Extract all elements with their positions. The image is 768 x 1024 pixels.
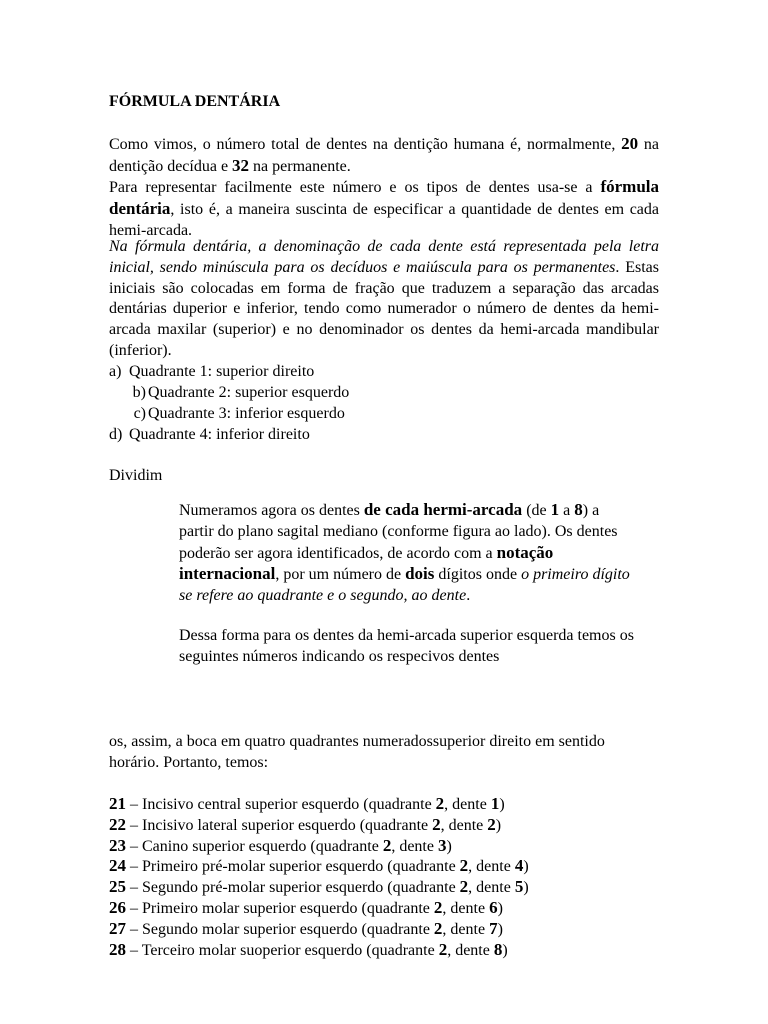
text-run: , dente xyxy=(468,879,515,897)
text-run: Para representar facilmente este número e os tipos de dentes usa-se a xyxy=(109,179,601,196)
text-run: ) xyxy=(497,899,503,917)
tooth-index: 2 xyxy=(487,814,496,834)
teeth-list xyxy=(109,794,529,960)
tooth-index: 6 xyxy=(489,897,498,917)
paragraph-quadrants: os, assim, a boca em quatro quadrantes numeradossuperior direito em sentido horário. Portanto, temos: xyxy=(109,733,605,771)
tooth-item xyxy=(109,794,529,815)
list-marker: c) xyxy=(133,405,146,422)
text-run: – Incisivo lateral superior esquerdo (quadrante xyxy=(126,816,433,834)
term-formula: fórmula dentária xyxy=(109,177,659,218)
tooth-index: 3 xyxy=(437,835,447,855)
list-item xyxy=(109,425,310,446)
list-item xyxy=(109,362,314,383)
tooth-index: 7 xyxy=(489,918,498,938)
tooth-item xyxy=(109,836,529,857)
quadrant-number: 2 xyxy=(459,877,469,897)
tooth-number: 27 xyxy=(109,918,126,938)
text-run: . xyxy=(466,587,471,605)
text-run: Como vimos, o número total de dentes na dentição humana é, normalmente, xyxy=(109,136,622,153)
list-item-text: Quadrante 1: superior direito xyxy=(129,363,315,380)
count-permanent: 32 xyxy=(232,155,250,175)
paragraph-intro xyxy=(109,134,659,178)
list-item xyxy=(128,383,349,404)
tooth-number: 28 xyxy=(109,939,126,959)
text-run: , por um número de xyxy=(275,566,406,584)
text-run: , isto é, a maneira suscinta de especificar a quantidade de dentes em cada hemi-arcada. xyxy=(109,200,659,239)
text-run: ) xyxy=(497,920,503,938)
tooth-item xyxy=(109,898,529,919)
text-run: – Primeiro molar superior esquerdo (quadrante xyxy=(126,899,434,917)
page-title: FÓRMULA DENTÁRIA xyxy=(109,93,281,110)
text-run: dígitos onde xyxy=(434,566,522,584)
text-run: , dente xyxy=(391,837,438,855)
list-marker: a) xyxy=(109,363,122,380)
paragraph-formula xyxy=(109,177,659,241)
bold-phrase: dois xyxy=(405,564,435,584)
tooth-index: 4 xyxy=(514,856,524,876)
text-run: , dente xyxy=(440,816,488,834)
text-run: ) xyxy=(446,837,452,855)
quadrant-number: 2 xyxy=(433,897,443,917)
text-run: (de xyxy=(522,502,551,519)
list-item-text: Quadrante 3: inferior esquerdo xyxy=(148,405,345,422)
quadrant-number: 2 xyxy=(435,794,445,813)
text-run: , dente xyxy=(444,796,491,813)
text-run: – Terceiro molar suoperior esquerdo (quadrante xyxy=(126,941,439,959)
text-run: , dente xyxy=(468,858,515,876)
count-deciduous: 20 xyxy=(621,134,639,153)
tooth-item xyxy=(109,940,529,961)
bold-phrase: notação internacional xyxy=(179,542,554,584)
list-item-text: Quadrante 2: superior esquerdo xyxy=(148,384,350,401)
text-run: ) xyxy=(502,941,508,959)
list-item-text: Quadrante 4: inferior direito xyxy=(129,426,310,443)
tooth-item xyxy=(109,856,529,877)
paragraph-notation xyxy=(109,237,659,362)
quadrant-number: 2 xyxy=(459,856,469,876)
text-run: ) a partir do plano sagital mediano (conforme figura ao lado). Os dentes poderão ser agora identificados, de acordo com a xyxy=(179,502,618,562)
text-run: , dente xyxy=(442,899,490,917)
paragraph-numbering xyxy=(179,500,634,607)
tooth-number: 26 xyxy=(109,897,126,917)
text-run: . Estas iniciais são colocadas em forma de fração que traduzem a separação das arcadas dentárias duperior e inferior, tendo como numerador o número de dentes da hemi-arcada maxilar (superior) e no denominador os dentes da hemi-arcada mandibular (inferior). xyxy=(109,258,659,359)
tooth-item xyxy=(109,877,529,898)
quadrant-number: 2 xyxy=(438,939,448,959)
tooth-item xyxy=(109,919,529,940)
tooth-number: 21 xyxy=(109,794,126,813)
quadrant-number: 2 xyxy=(432,814,441,834)
text-run: ) xyxy=(499,796,505,813)
text-run: na dentição decídua e xyxy=(109,136,660,175)
list-marker: b) xyxy=(132,384,146,401)
text-run: , dente xyxy=(442,920,490,938)
paragraph-hemi-arcada: Dessa forma para os dentes da hemi-arcada superior esquerda temos os seguintes números indicando os respecivos dentes xyxy=(179,627,634,665)
tooth-index: 5 xyxy=(514,877,524,897)
text-run: ) xyxy=(523,858,529,876)
bold-number: 8 xyxy=(574,500,583,519)
tooth-number: 22 xyxy=(109,814,126,834)
tooth-index: 1 xyxy=(490,794,500,813)
text-run: ) xyxy=(523,879,529,897)
quadrant-number: 2 xyxy=(433,918,443,938)
text-run: – Canino superior esquerdo (quadrante xyxy=(126,837,383,855)
text-run: na permanente. xyxy=(249,157,351,175)
list-item xyxy=(128,404,345,425)
text-run: – Segundo pré-molar superior esquerdo (quadrante xyxy=(126,879,460,897)
text-run: Numeramos agora os dentes xyxy=(179,502,364,519)
text-run: , dente xyxy=(447,941,494,959)
paragraph-dividim: Dividim xyxy=(109,467,163,484)
tooth-number: 24 xyxy=(109,856,126,876)
bold-number: 1 xyxy=(550,500,560,519)
text-run: – Incisivo central superior esquerdo (quadrante xyxy=(126,796,436,813)
italic-phrase: o primeiro dígito se refere ao quadrante e o segundo, ao dente xyxy=(179,566,630,605)
bold-phrase: de cada hermi-arcada xyxy=(363,500,523,519)
text-run: a xyxy=(559,502,575,519)
text-run: – Segundo molar superior esquerdo (quadrante xyxy=(126,920,434,938)
tooth-item xyxy=(109,815,529,836)
tooth-number: 23 xyxy=(109,835,126,855)
text-run: ) xyxy=(495,816,502,834)
quadrant-number: 2 xyxy=(382,835,392,855)
italic-definition: Na fórmula dentária, a denominação de cada dente está representada pela letra inicial, sendo minúscula para os decíduos e maiúscula para os permanentes xyxy=(109,238,659,276)
tooth-number: 25 xyxy=(109,877,126,897)
tooth-index: 8 xyxy=(493,939,503,959)
text-run: – Primeiro pré-molar superior esquerdo (quadrante xyxy=(126,858,460,876)
list-marker: d) xyxy=(109,426,123,443)
